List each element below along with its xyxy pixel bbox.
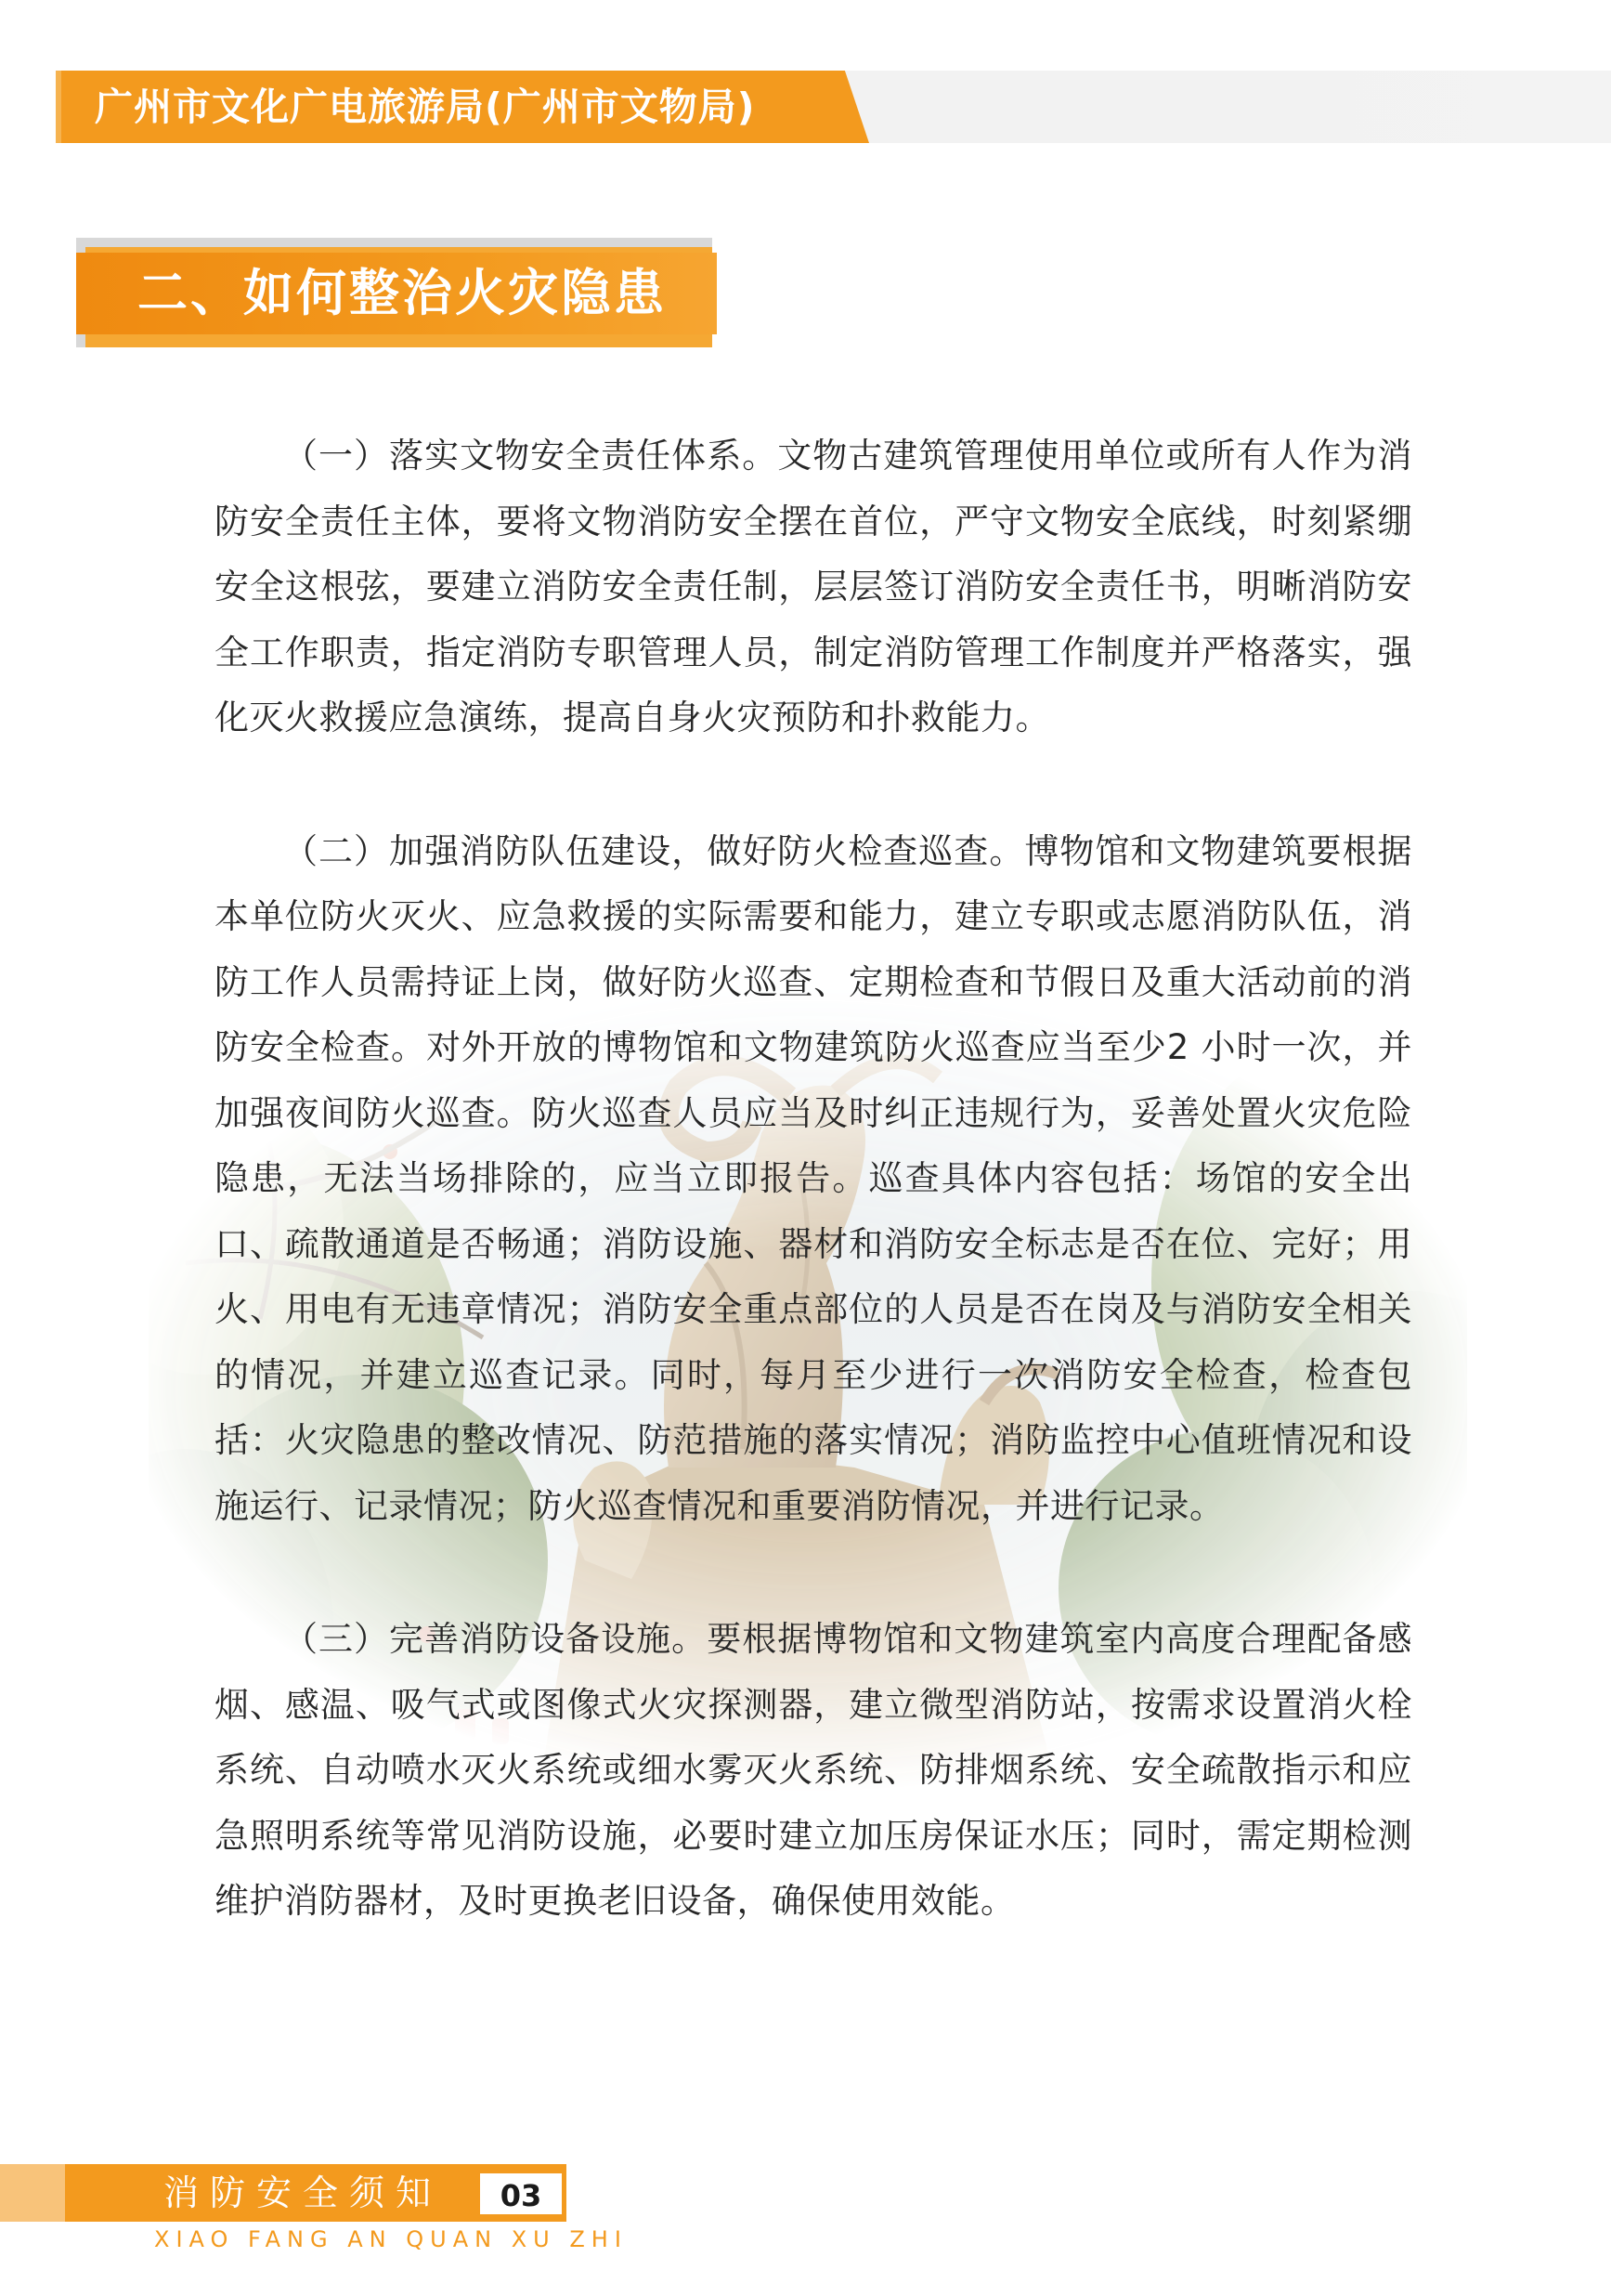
footer-subtitle: XIAO FANG AN QUAN XU ZHI	[154, 2226, 628, 2252]
section-title: 二、如何整治火灾隐患	[137, 264, 667, 322]
paragraph-1: （一）落实文物安全责任体系。文物古建筑管理使用单位或所有人作为消防安全责任主体，要将文物消防安全摆在首位，严守文物安全底线，时刻紧绷安全这根弦，要建立消防安全责任制，层层签订消防安全责任书，明晰消防安全工作职责，指定消防专职管理人员，制定消防管理工作制度并严格落实，强化灭火救援应急演练，提高自身火灾预防和扑救能力。	[214, 436, 1412, 737]
footer-title: 消防安全须知	[163, 2172, 443, 2213]
paragraph-2: （二）加强消防队伍建设，做好防火检查巡查。博物馆和文物建筑要根据本单位防火灭火、应急救援的实际需要和能力，建立专职或志愿消防队伍，消防工作人员需持证上岗，做好防火巡查、定期检查和节假日及重大活动前的消防安全检查。对外开放的博物馆和文物建筑防火巡查应当至少2 小时一次，并加强夜间防火巡查。防火巡查人员应当及时纠正违规行为，妥善处置火灾危险隐患，无法当场排除的，应当立即报告。巡查具体内容包括：场馆的安全出口、疏散通道是否畅通；消防设施、器材和消防安全标志是否在位、完好；用火、用电有无违章情况；消防安全重点部位的人员是否在岗及与消防安全相关的情况，并建立巡查记录。同时，每月至少进行一次消防安全检查，检查包括：火灾隐患的整改情况、防范措施的落实情况；消防监控中心值班情况和设施运行、记录情况；防火巡查情况和重要消防情况，并进行记录。	[214, 830, 1412, 1526]
paragraph-3: （三）完善消防设备设施。要根据博物馆和文物建筑室内高度合理配备感烟、感温、吸气式或图像式火灾探测器，建立微型消防站，按需求设置消火栓系统、自动喷水灭火系统或细水雾灭火系统、防排烟系统、安全疏散指示和应急照明系统等常见消防设施，必要时建立加压房保证水压；同时，需定期检测维护消防器材，及时更换老旧设备，确保使用效能。	[214, 1619, 1412, 1921]
page-number: 03	[478, 2172, 564, 2216]
article-body	[214, 424, 1412, 1935]
header-accent	[56, 71, 61, 143]
header-title: 广州市文化广电旅游局(广州市文物局)	[95, 85, 756, 129]
footer-bar-edge	[0, 2164, 65, 2222]
